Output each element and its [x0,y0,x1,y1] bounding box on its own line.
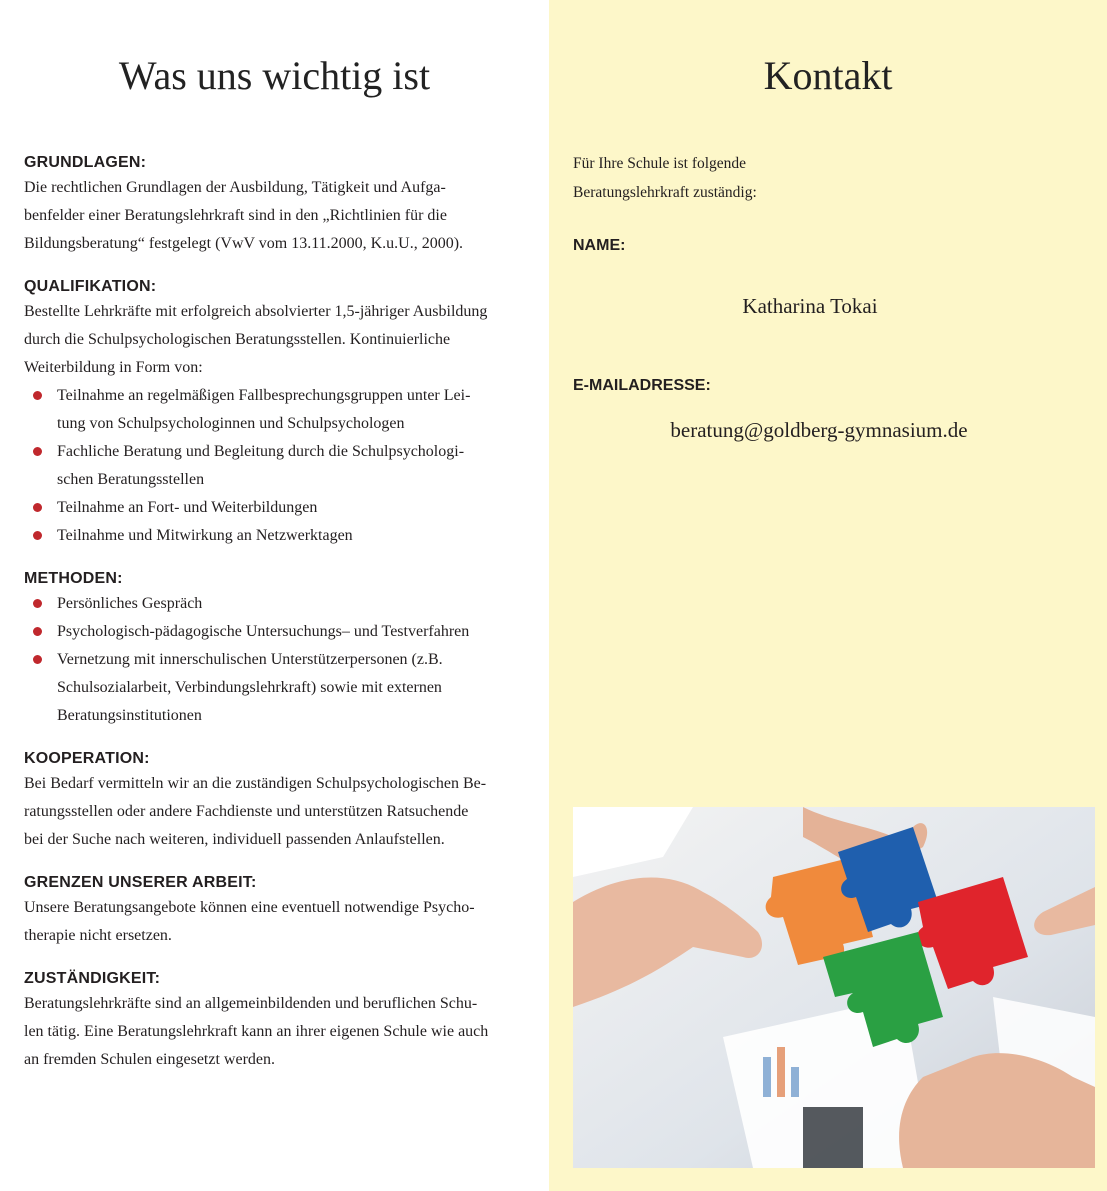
text-line: Die rechtlichen Grundlagen der Ausbildung, Tätigkeit und Aufga- [24,179,446,196]
text-line: Bildungsberatung“ festgelegt (VwV vom 13.11.2000, K.u.U., 2000). [24,235,464,252]
text-line: ratungsstellen oder andere Fachdienste und unterstützen Ratsuchende [24,803,469,820]
text-line: len tätig. Eine Beratungslehrkraft kann an ihrer eigenen Schule wie auch [24,1023,489,1040]
section-heading: QUALIFIKATION: [24,278,157,295]
section-heading: GRENZEN UNSERER ARBEIT: [24,874,257,891]
list-item: Teilnahme und Mitwirkung an Netzwerktagen [24,522,529,550]
bullet-icon [33,447,42,456]
page-title-right: Kontakt [763,53,893,98]
bullet-icon [33,627,42,636]
bullet-icon [33,655,42,664]
list-item: Fachliche Beratung und Begleitung durch die Schulpsychologi- schen Beratungsstellen [24,438,529,494]
text-line: Bestellte Lehrkräfte mit erfolgreich absolvierter 1,5-jähriger Ausbildung [24,303,488,320]
section-heading: ZUSTÄNDIGKEIT: [24,970,161,987]
text-line: durch die Schulpsychologischen Beratungsstellen. Kontinuierliche [24,331,451,348]
text-line: an fremden Schulen eingesetzt werden. [24,1051,276,1068]
section-grundlagen [24,152,529,258]
section-zustaendigkeit [24,968,529,1074]
text-line: Unsere Beratungsangebote können eine eventuell notwendige Psycho- [24,899,475,916]
list-item: Teilnahme an regelmäßigen Fallbesprechungsgruppen unter Lei- tung von Schulpsychologinnen und Schulpsychologen [24,382,529,438]
puzzle-pieces-hands-photo-icon [573,807,1095,1168]
text-line: Für Ihre Schule ist folgende [573,155,747,172]
text-line: benfelder einer Beratungslehrkraft sind in den „Richtlinien für die [24,207,447,224]
bullet-icon [33,391,42,400]
section-heading: KOOPERATION: [24,750,150,767]
contact-name: Katharina Tokai [742,294,878,318]
page-title-left: Was uns wichtig ist [118,53,431,98]
left-content [24,152,529,1092]
contact-email[interactable]: beratung@goldberg-gymnasium.de [670,418,968,442]
text-line: therapie nicht ersetzen. [24,927,172,944]
list-item: Teilnahme an Fort- und Weiterbildungen [24,494,529,522]
left-panel [0,0,549,1191]
section-text [24,894,529,950]
text-line: bei der Suche nach weiteren, individuell passenden Anlaufstellen. [24,831,445,848]
text-line: Bei Bedarf vermitteln wir an die zuständigen Schulpsychologischen Be- [24,775,487,792]
list-item: Vernetzung mit innerschulischen Unterstützerpersonen (z.B. Schulsozialarbeit, Verbindungslehrkraft) sowie mit externen Beratungsinstitutionen [24,646,529,730]
section-heading: METHODEN: [24,570,123,587]
bullet-icon [33,531,42,540]
bullet-list [24,382,529,550]
text-line: Beratungslehrkraft zuständig: [573,184,757,201]
contact-intro [573,149,993,207]
section-text [24,298,529,382]
section-text [24,990,529,1074]
text-line: Weiterbildung in Form von: [24,359,203,376]
section-grenzen [24,872,529,950]
section-heading: GRUNDLAGEN: [24,154,147,171]
bullet-list [24,590,529,730]
section-text [24,770,529,854]
section-text [24,174,529,258]
list-item: Psychologisch-pädagogische Untersuchungs– und Testverfahren [24,618,529,646]
section-qualifikation [24,276,529,550]
name-heading: NAME: [573,237,626,254]
section-methoden [24,568,529,730]
section-kooperation [24,748,529,854]
text-line: Beratungslehrkräfte sind an allgemeinbildenden und beruflichen Schu- [24,995,478,1012]
list-item: Persönliches Gespräch [24,590,529,618]
bullet-icon [33,599,42,608]
bullet-icon [33,503,42,512]
email-heading: E-MAILADRESSE: [573,377,711,394]
